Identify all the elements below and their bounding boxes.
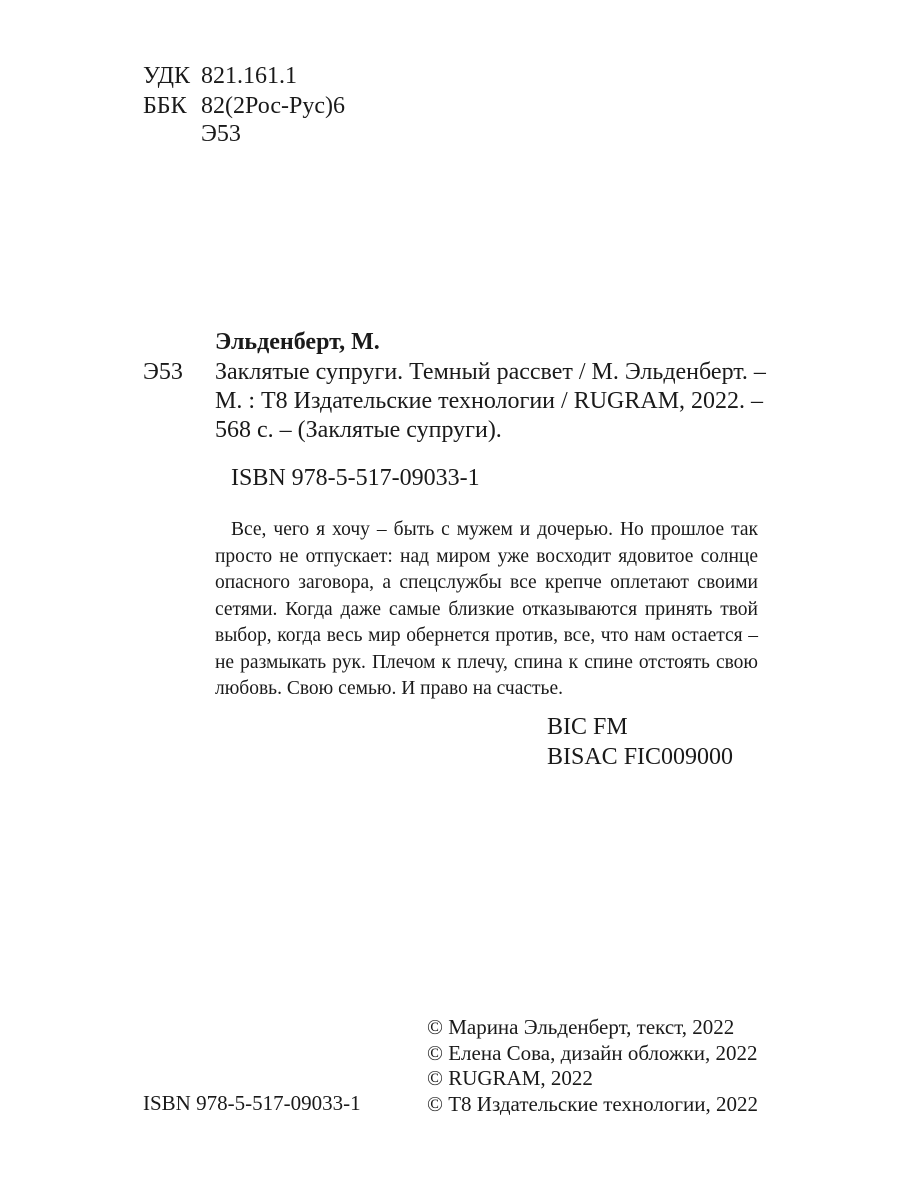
copyright-line: © Т8 Издательские технологии, 2022 <box>427 1091 758 1116</box>
entry-line: 568 с. – (Заклятые супруги). <box>215 417 502 443</box>
subject-codes <box>547 712 733 772</box>
annotation-line: сетями. Когда даже самые близкие отказываются принять твой <box>215 598 758 620</box>
copyright-block <box>427 1015 758 1117</box>
annotation-line: не размыкать рук. Плечом к плечу, спина к спине отстоять свою <box>215 651 758 673</box>
annotation-line: любовь. Свою семью. И право на счастье. <box>215 678 563 699</box>
isbn-footer: ISBN 978-5-517-09033-1 <box>143 1091 361 1115</box>
udk-label: УДК <box>143 63 190 89</box>
annotation-paragraph <box>215 517 758 703</box>
copyright-line: © Марина Эльденберт, текст, 2022 <box>427 1015 735 1039</box>
annotation-line: опасного заговора, а спецслужбы все крепче оплетают своими <box>215 572 758 593</box>
copyright-line: © Елена Сова, дизайн обложки, 2022 <box>427 1040 758 1065</box>
udk-value: 821.161.1 <box>201 63 297 89</box>
catalog-entry <box>215 358 766 445</box>
copyright-line: © RUGRAM, 2022 <box>427 1066 593 1090</box>
bbk-value: 82(2Рос-Рус)6 <box>201 93 345 119</box>
entry-line: Заклятые супруги. Темный рассвет / М. Эльденберт. – <box>215 359 766 385</box>
cutter-row <box>143 120 241 148</box>
isbn-entry: ISBN 978-5-517-09033-1 <box>231 465 480 491</box>
udk-row <box>143 62 297 90</box>
cutter-value: Э53 <box>201 121 241 147</box>
annotation-line: просто не отпускает: над миром уже восходит ядовитое солнце <box>215 545 758 567</box>
entry-line: М. : Т8 Издательские технологии / RUGRAM, 2022. – <box>215 388 764 414</box>
bbk-label: ББК <box>143 93 187 119</box>
bbk-row <box>143 92 345 120</box>
annotation-line: выбор, когда весь мир обернется против, все, что нам остается – <box>215 625 758 646</box>
bisac-code: BISAC FIC009000 <box>547 744 734 770</box>
cutter-mark: Э53 <box>143 359 183 385</box>
author-heading: Эльденберт, М. <box>215 329 380 355</box>
annotation-line: Все, чего я хочу – быть с мужем и дочерью. Но прошлое так <box>231 519 758 540</box>
bic-code: BIC FM <box>547 714 628 740</box>
